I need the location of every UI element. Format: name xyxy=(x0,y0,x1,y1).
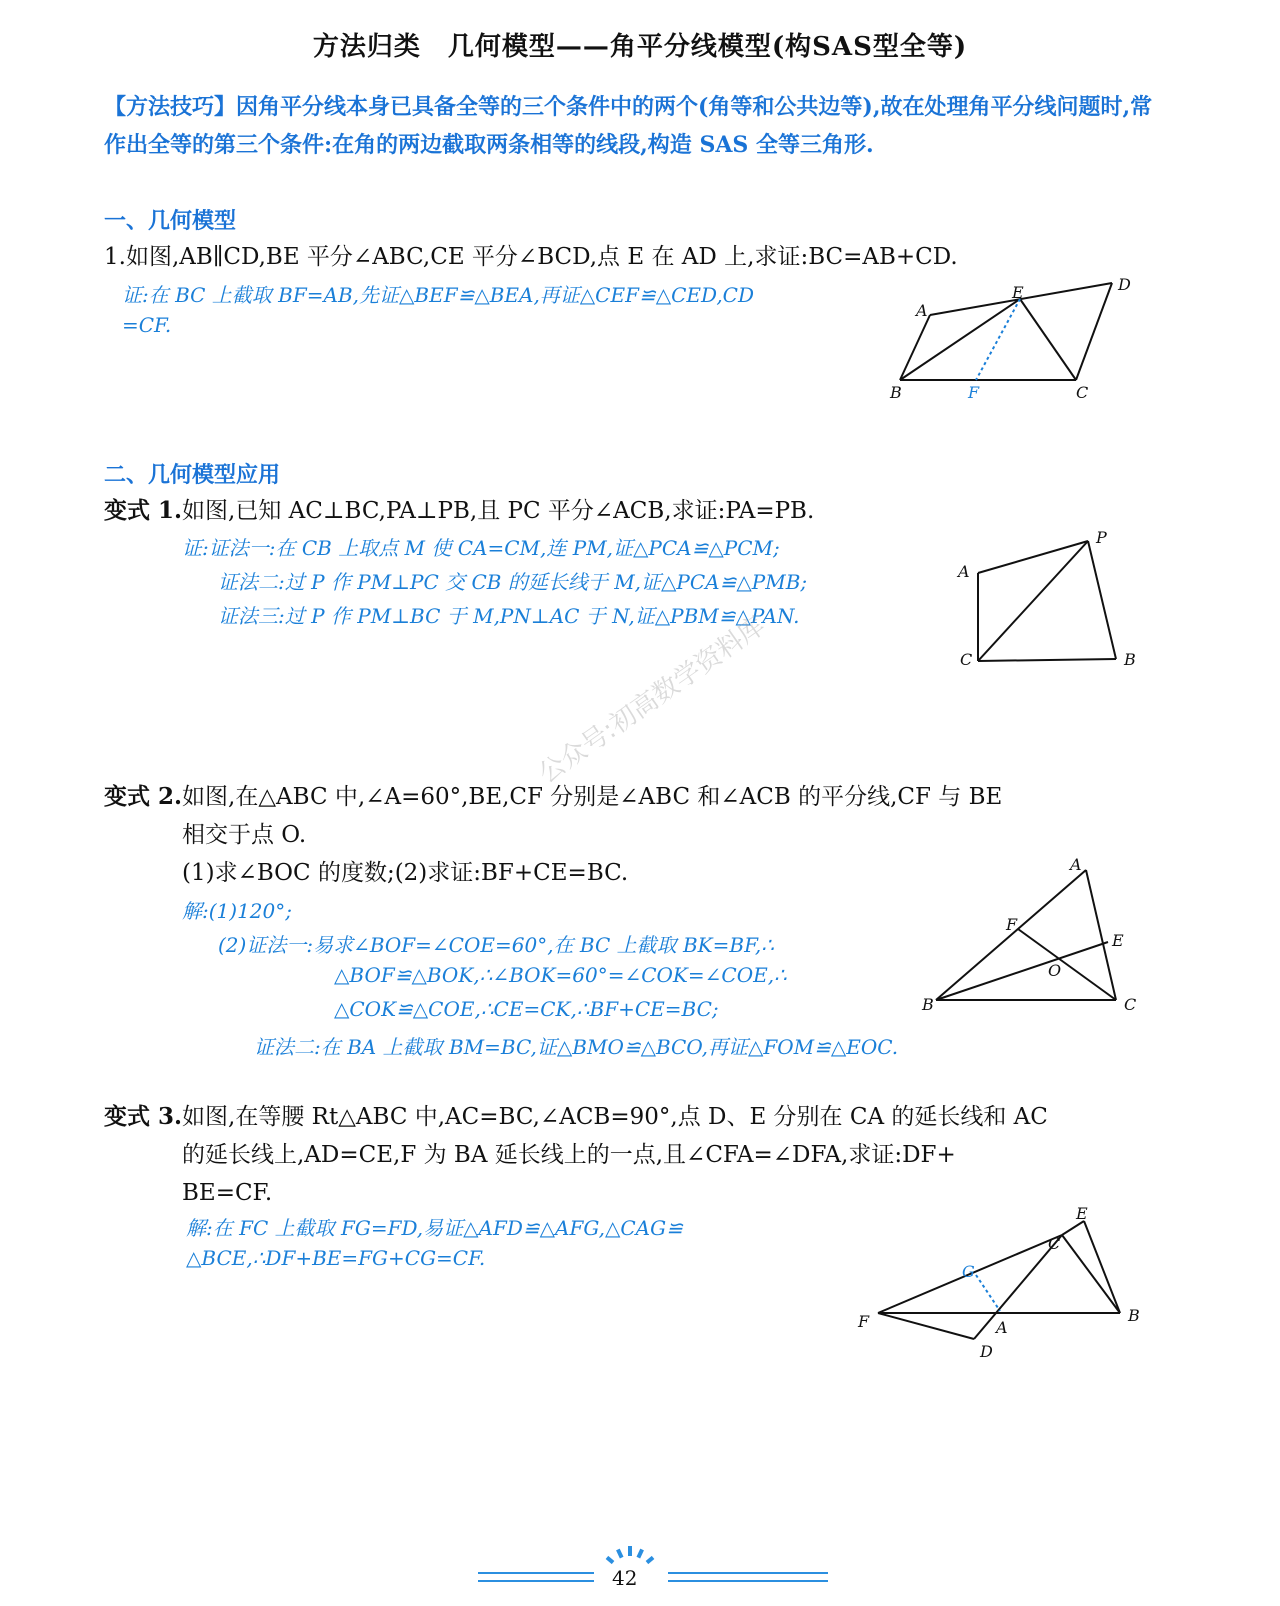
fig-v2-label-e: E xyxy=(1112,931,1124,950)
footer-rule-left xyxy=(478,1572,594,1574)
variant-2-line2: 相交于点 O. xyxy=(182,822,307,848)
variant-2-answer5: 证法二:在 BA 上截取 BM=BC,证△BMO≌△BCO,再证△FOM≌△EOC. xyxy=(254,1035,899,1059)
variant-3-answer2: △BCE,∴DF+BE=FG+CG=CF. xyxy=(186,1246,486,1270)
fig-v3-label-g: G xyxy=(962,1262,975,1281)
method-tip-text: 因角平分线本身已具备全等的三个条件中的两个(角等和公共边等),故在处理角平分线问题时,常作出全等的第三个条件:在角的两边截取两条相等的线段,构造 SAS 全等三角形. xyxy=(104,94,1153,158)
variant-2-answer3: △BOF≌△BOK,∴∠BOK=60°=∠COK=∠COE,∴ xyxy=(334,963,787,987)
sun-emblem-icon xyxy=(600,1544,660,1568)
variant-2-problem xyxy=(104,778,1002,816)
fig-v2-label-b: B xyxy=(922,995,934,1014)
variant-3-answer1: 解:在 FC 上截取 FG=FD,易证△AFD≌△AFG,△CAG≌ xyxy=(186,1216,683,1240)
proof-1-line2: =CF. xyxy=(122,313,172,337)
footer-rule-right-2 xyxy=(668,1580,828,1582)
section2-heading: 二、几何模型应用 xyxy=(104,462,281,488)
variant-1-method3: 证法三:过 P 作 PM⊥BC 于 M,PN⊥AC 于 N,证△PBM≌△PAN. xyxy=(218,604,800,628)
method-tip xyxy=(104,88,1164,164)
variant-3-line3: BE=CF. xyxy=(182,1180,273,1206)
fig-v1-label-p: P xyxy=(1096,528,1107,547)
fig-v3-label-a: A xyxy=(996,1318,1008,1337)
fig1-label-b: B xyxy=(890,383,902,402)
fig1-label-c: C xyxy=(1076,383,1089,402)
variant-1-problem xyxy=(104,492,814,530)
fig1-label-e: E xyxy=(1012,283,1024,302)
variant-3-problem xyxy=(104,1098,1048,1136)
fig-v2-label-f: F xyxy=(1006,915,1018,934)
watermark: 公众号:初高数学资料库 xyxy=(533,610,771,790)
fig1-label-d: D xyxy=(1118,275,1131,294)
fig-v1-label-c: C xyxy=(960,650,973,669)
variant-2-answer2: (2)证法一:易求∠BOF=∠COE=60°,在 BC 上截取 BK=BF,∴ xyxy=(218,933,774,957)
fig-v3-label-b: B xyxy=(1128,1306,1140,1325)
variant-2-answer4: △COK≌△COE,∴CE=CK,∴BF+CE=BC; xyxy=(334,997,719,1021)
page-title: 方法归类 几何模型——角平分线模型(构SAS型全等) xyxy=(312,32,968,62)
variant-3-tag: 变式 3. xyxy=(104,1103,183,1130)
variant-2-answer1: 解:(1)120°; xyxy=(182,899,292,923)
problem-1: 1.如图,AB∥CD,BE 平分∠ABC,CE 平分∠BCD,点 E 在 AD 上,求证:BC=AB+CD. xyxy=(104,244,958,270)
footer-rule-right xyxy=(668,1572,828,1574)
variant-1-method2: 证法二:过 P 作 PM⊥PC 交 CB 的延长线于 M,证△PCA≌△PMB; xyxy=(218,570,808,594)
page-number: 42 xyxy=(612,1566,638,1590)
proof-1-line1: 证:在 BC 上截取 BF=AB,先证△BEF≌△BEA,再证△CEF≌△CED,CD xyxy=(122,283,755,307)
variant-3-line1: 如图,在等腰 Rt△ABC 中,AC=BC,∠ACB=90°,点 D、E 分别在 CA 的延长线和 AC xyxy=(182,1104,1048,1130)
figure-variant-3 xyxy=(850,1205,1150,1365)
variant-1-method1: 证:证法一:在 CB 上取点 M 使 CA=CM,连 PM,证△PCA≌△PCM; xyxy=(182,536,780,560)
fig-v2-label-a: A xyxy=(1070,855,1082,874)
figure-1 xyxy=(880,270,1160,410)
figure-variant-1 xyxy=(950,525,1150,675)
variant-2-tag: 变式 2. xyxy=(104,783,183,810)
fig-v3-label-d: D xyxy=(980,1342,993,1361)
figure-variant-2 xyxy=(920,850,1150,1015)
fig-v2-label-c: C xyxy=(1124,995,1137,1014)
fig-v2-label-o: O xyxy=(1048,961,1062,980)
method-tip-tag: 【方法技巧】 xyxy=(104,94,237,120)
fig-v1-label-a: A xyxy=(958,562,970,581)
fig-v1-label-b: B xyxy=(1124,650,1136,669)
fig1-label-f: F xyxy=(968,383,980,402)
fig1-label-a: A xyxy=(916,301,928,320)
fig-v3-label-f: F xyxy=(858,1312,870,1331)
variant-1-text: 如图,已知 AC⊥BC,PA⊥PB,且 PC 平分∠ACB,求证:PA=PB. xyxy=(182,498,815,524)
variant-1-tag: 变式 1. xyxy=(104,497,183,524)
footer-rule-left-2 xyxy=(478,1580,594,1582)
fig-v3-label-e: E xyxy=(1076,1204,1088,1223)
fig-v3-label-c: C xyxy=(1048,1234,1061,1253)
variant-2-subquestions: (1)求∠BOC 的度数;(2)求证:BF+CE=BC. xyxy=(182,860,629,886)
variant-2-line1: 如图,在△ABC 中,∠A=60°,BE,CF 分别是∠ABC 和∠ACB 的平分线,CF 与 BE xyxy=(182,784,1003,810)
section1-heading: 一、几何模型 xyxy=(104,208,237,234)
variant-3-line2: 的延长线上,AD=CE,F 为 BA 延长线上的一点,且∠CFA=∠DFA,求证:DF+ xyxy=(182,1142,956,1168)
